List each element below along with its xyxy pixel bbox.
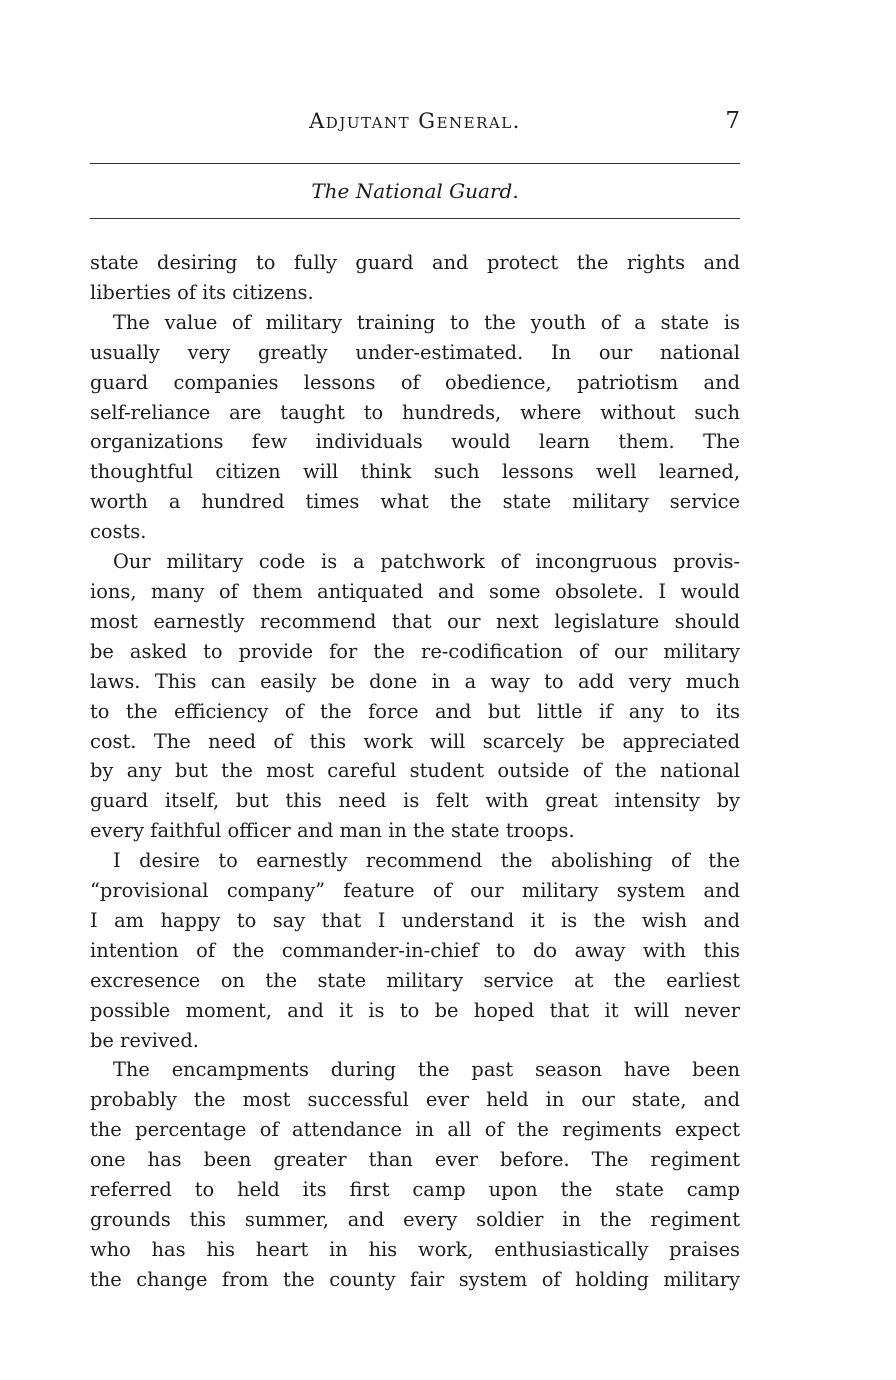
text-line: The value of military training to the youth of a state is — [113, 310, 740, 334]
text-line: to the efficiency of the force and but little if any to its — [90, 699, 740, 723]
running-head-title: Adjutant General. — [309, 109, 521, 133]
text-line: guard companies lessons of obedience, patriotism and — [90, 370, 740, 394]
text-line: thoughtful citizen will think such lessons well learned, — [90, 460, 740, 484]
text-line: probably the most successful ever held in our state, and — [90, 1088, 740, 1112]
text-line: worth a hundred times what the state military service — [90, 490, 740, 514]
text-line: be asked to provide for the re-codification of our military — [90, 639, 740, 663]
text-line: laws. This can easily be done in a way to add very much — [90, 669, 740, 693]
section-title: The National Guard. — [311, 179, 519, 203]
text-line: I desire to earnestly recommend the abolishing of the — [113, 849, 740, 873]
text-line: self-reliance are taught to hundreds, where without such — [90, 400, 740, 424]
header-rule-top — [90, 163, 740, 164]
text-line: by any but the most careful student outside of the national — [90, 759, 740, 783]
text-line: most earnestly recommend that our next legislature should — [90, 609, 740, 633]
text-line: I am happy to say that I understand it is the wish and — [90, 908, 740, 932]
text-line: Our military code is a patchwork of incongruous provis- — [113, 550, 740, 574]
body-text — [90, 248, 740, 1295]
text-line: the change from the county fair system of holding military — [90, 1267, 740, 1291]
text-line: the percentage of attendance in all of the regiments expect — [90, 1118, 740, 1142]
text-line: liberties of its citizens. — [90, 280, 314, 304]
text-line: every faithful officer and man in the state troops. — [90, 819, 575, 843]
page-number: 7 — [725, 108, 740, 134]
text-line: grounds this summer, and every soldier in the regiment — [90, 1208, 740, 1231]
text-line: be revived. — [90, 1028, 199, 1052]
text-line: guard itself, but this need is felt with great intensity by — [90, 789, 740, 813]
text-line: referred to held its first camp upon the state camp — [90, 1178, 740, 1202]
text-line: who has his heart in his work, enthusiastically praises — [90, 1237, 740, 1261]
text-line: intention of the commander-in-chief to do away with this — [90, 938, 740, 962]
text-line: costs. — [90, 520, 147, 544]
text-line: organizations few individuals would learn them. The — [90, 430, 740, 454]
text-line: cost. The need of this work will scarcely be appreciated — [90, 729, 740, 753]
text-line: excresence on the state military service at the earliest — [90, 968, 740, 992]
header-rule-bottom — [90, 218, 740, 219]
text-line: “provisional company” feature of our military system and — [90, 879, 740, 903]
text-line: ions, many of them antiquated and some obsolete. I would — [90, 579, 740, 603]
text-line: possible moment, and it is to be hoped that it will never — [90, 998, 740, 1022]
text-line: usually very greatly under-estimated. In our national — [90, 340, 740, 364]
running-head — [90, 106, 740, 136]
text-line: one has been greater than ever before. The regiment — [90, 1148, 740, 1172]
text-line: The encampments during the past season have been — [113, 1058, 740, 1082]
text-line: state desiring to fully guard and protect the rights and — [90, 251, 740, 274]
